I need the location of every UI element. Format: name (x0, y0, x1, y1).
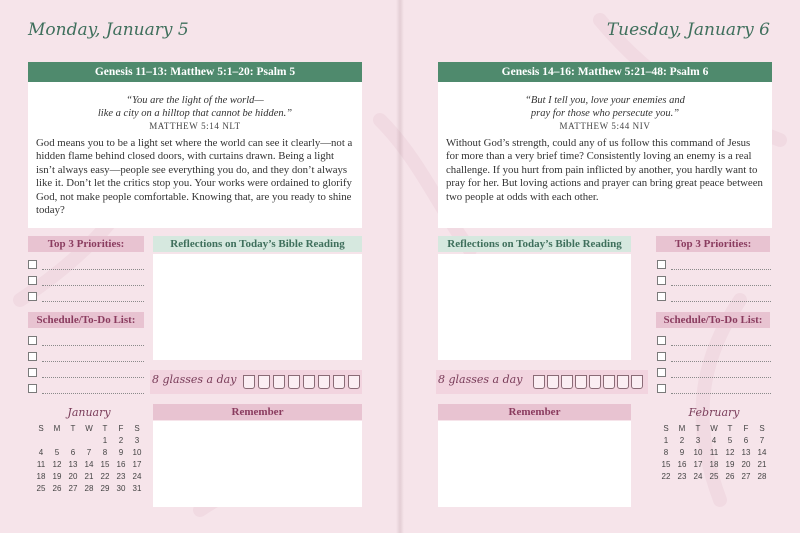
glass-icon[interactable] (273, 375, 285, 389)
checkbox[interactable] (28, 336, 37, 345)
todo-checkbox-row[interactable] (657, 335, 771, 347)
priorities-heading: Top 3 Priorities: (656, 236, 770, 252)
write-line (671, 301, 771, 302)
todo-checkbox-row[interactable] (28, 367, 144, 379)
page-date: Monday, January 5 (28, 20, 189, 40)
glass-icon[interactable] (561, 375, 573, 389)
calendar-day: 13 (68, 460, 78, 469)
calendar-day: 23 (116, 472, 126, 481)
calendar-weekday: M (53, 424, 61, 433)
write-line (671, 269, 771, 270)
schedule-heading: Schedule/To-Do List: (28, 312, 144, 328)
write-line (42, 361, 144, 362)
calendar-day (81, 435, 97, 446)
mini-calendar (658, 406, 770, 482)
todo-checkbox-row[interactable] (28, 383, 144, 395)
glass-icon[interactable] (603, 375, 615, 389)
calendar-weekday: T (102, 424, 108, 433)
calendar-weekday: S (759, 424, 765, 433)
calendar-day: 5 (727, 436, 733, 445)
glass-icon[interactable] (547, 375, 559, 389)
calendar-day: 21 (757, 460, 767, 469)
calendar-weekday: S (663, 424, 669, 433)
write-line (42, 269, 144, 270)
checkbox[interactable] (657, 336, 666, 345)
calendar-day: 29 (100, 484, 110, 493)
calendar-day: 15 (661, 460, 671, 469)
calendar-day: 5 (54, 448, 60, 457)
priority-checkbox-row[interactable] (28, 291, 144, 303)
calendar-day: 30 (116, 484, 126, 493)
page-date: Tuesday, January 6 (606, 20, 770, 40)
calendar-day: 10 (132, 448, 142, 457)
bible-reading-bar: Genesis 11–13: Matthew 5:1–20: Psalm 5 (28, 62, 362, 82)
calendar-day: 1 (663, 436, 669, 445)
checkbox[interactable] (28, 260, 37, 269)
calendar-day: 4 (711, 436, 717, 445)
calendar-day: 3 (134, 436, 140, 445)
bible-reading-bar: Genesis 14–16: Matthew 5:21–48: Psalm 6 (438, 62, 772, 82)
priority-checkbox-row[interactable] (28, 259, 144, 271)
write-line (671, 285, 771, 286)
write-line (42, 285, 144, 286)
right-page (400, 0, 800, 533)
checkbox[interactable] (28, 352, 37, 361)
checkbox[interactable] (28, 384, 37, 393)
calendar-day: 18 (709, 460, 719, 469)
calendar-day: 2 (679, 436, 685, 445)
calendar-day: 28 (757, 472, 767, 481)
schedule-heading: Schedule/To-Do List: (656, 312, 770, 328)
priority-checkbox-row[interactable] (657, 259, 771, 271)
calendar-day: 8 (663, 448, 669, 457)
calendar-day: 9 (679, 448, 685, 457)
checkbox[interactable] (657, 384, 666, 393)
glass-icon[interactable] (617, 375, 629, 389)
calendar-day: 7 (86, 448, 92, 457)
glass-icon[interactable] (318, 375, 330, 389)
checkbox[interactable] (28, 276, 37, 285)
verse-reference: MATTHEW 5:14 NLT (149, 121, 241, 131)
calendar-weekday: M (678, 424, 686, 433)
glass-icon[interactable] (589, 375, 601, 389)
calendar-weekday: W (710, 424, 718, 433)
calendar-day: 14 (84, 460, 94, 469)
todo-checkbox-row[interactable] (28, 335, 144, 347)
verse-quote (438, 94, 772, 120)
calendar-day: 4 (38, 448, 44, 457)
calendar-day: 17 (693, 460, 703, 469)
calendar-day: 6 (70, 448, 76, 457)
calendar-weekday: T (727, 424, 733, 433)
glass-icon[interactable] (303, 375, 315, 389)
reflections-heading: Reflections on Today’s Bible Reading (153, 236, 362, 252)
calendar-day: 31 (132, 484, 142, 493)
glass-icon[interactable] (258, 375, 270, 389)
remember-heading: Remember (153, 404, 362, 420)
calendar-day: 12 (725, 448, 735, 457)
calendar-day: 8 (102, 448, 108, 457)
calendar-month: January (67, 406, 111, 419)
calendar-day: 16 (116, 460, 126, 469)
calendar-weekday: T (695, 424, 701, 433)
devotion-text: God means you to be a light set where the world can see it clearly—not a hidden flame behind closed doors, with curtains drawn. Being a light isn’t always easy—people see everything you do, and they don’t always like it. Don’t let the critics stop you. Your works were ordained to glorify God, not make people comfortable. Knowing that, are you ready to shine today? (36, 137, 353, 217)
verse-line: “But I tell you, love your enemies and (525, 95, 685, 106)
verse-quote (28, 94, 362, 120)
calendar-day: 7 (759, 436, 765, 445)
calendar-day: 2 (118, 436, 124, 445)
glass-icon[interactable] (288, 375, 300, 389)
devotion-text: Without God’s strength, could any of us follow this command of Jesus for more than a very brief time? Consistently loving an enemy is a real challenge. If you hurt from pain inflicted by another, you hardly want to pray for her. But loving actions and prayer can bring great peace between two people at odds with each other. (446, 137, 763, 203)
todo-checkbox-row[interactable] (28, 351, 144, 363)
remember-heading: Remember (438, 404, 631, 420)
water-label: 8 glasses a day (152, 373, 237, 386)
reflections-writing-area[interactable] (438, 254, 631, 360)
write-line (42, 393, 144, 394)
calendar-day: 24 (132, 472, 142, 481)
calendar-day: 12 (52, 460, 62, 469)
calendar-day: 24 (693, 472, 703, 481)
checkbox[interactable] (28, 292, 37, 301)
calendar-weekday: F (743, 424, 749, 433)
water-tracker (436, 370, 648, 394)
calendar-day: 20 (68, 472, 78, 481)
calendar-day: 25 (709, 472, 719, 481)
calendar-month: February (688, 406, 740, 419)
calendar-day: 17 (132, 460, 142, 469)
calendar-day: 15 (100, 460, 110, 469)
write-line (671, 377, 771, 378)
reflections-writing-area[interactable] (153, 254, 362, 360)
calendar-day: 11 (36, 460, 46, 469)
calendar-day: 21 (84, 472, 94, 481)
calendar-day (33, 435, 49, 446)
calendar-day: 20 (741, 460, 751, 469)
write-line (671, 361, 771, 362)
calendar-grid (658, 423, 770, 482)
calendar-day (65, 435, 81, 446)
calendar-day: 9 (118, 448, 124, 457)
calendar-day (49, 435, 65, 446)
water-label: 8 glasses a day (438, 373, 523, 386)
verse-line: pray for those who persecute you.” (530, 108, 680, 119)
todo-checkbox-row[interactable] (657, 383, 771, 395)
checkbox[interactable] (657, 368, 666, 377)
calendar-weekday: T (70, 424, 76, 433)
checkbox[interactable] (657, 260, 666, 269)
calendar-day: 11 (709, 448, 719, 457)
mini-calendar (33, 406, 145, 494)
verse-line: “You are the light of the world— (126, 95, 264, 106)
write-line (42, 377, 144, 378)
calendar-weekday: F (118, 424, 124, 433)
glass-icon[interactable] (243, 375, 255, 389)
remember-writing-area[interactable] (153, 421, 362, 507)
glass-icon[interactable] (348, 375, 360, 389)
calendar-day: 19 (725, 460, 735, 469)
calendar-day: 13 (741, 448, 751, 457)
calendar-weekday: S (134, 424, 140, 433)
write-line (671, 345, 771, 346)
remember-writing-area[interactable] (438, 421, 631, 507)
todo-checkbox-row[interactable] (657, 351, 771, 363)
priority-checkbox-row[interactable] (657, 291, 771, 303)
priorities-heading: Top 3 Priorities: (28, 236, 144, 252)
calendar-day: 16 (677, 460, 687, 469)
calendar-day: 27 (741, 472, 751, 481)
calendar-day: 26 (52, 484, 62, 493)
calendar-day: 19 (52, 472, 62, 481)
glass-icon[interactable] (533, 375, 545, 389)
calendar-weekday: W (85, 424, 93, 433)
calendar-day: 23 (677, 472, 687, 481)
calendar-day: 22 (100, 472, 110, 481)
calendar-day: 6 (743, 436, 749, 445)
write-line (671, 393, 771, 394)
verse-reference: MATTHEW 5:44 NIV (559, 121, 651, 131)
checkbox[interactable] (28, 368, 37, 377)
checkbox[interactable] (657, 276, 666, 285)
priority-checkbox-row[interactable] (657, 275, 771, 287)
calendar-day: 28 (84, 484, 94, 493)
devotion-card (438, 62, 772, 228)
calendar-grid (33, 423, 145, 494)
glass-icon[interactable] (333, 375, 345, 389)
devotion-card (28, 62, 362, 228)
glass-icon[interactable] (631, 375, 643, 389)
calendar-day: 1 (102, 436, 108, 445)
priority-checkbox-row[interactable] (28, 275, 144, 287)
write-line (42, 301, 144, 302)
calendar-day: 25 (36, 484, 46, 493)
calendar-day: 27 (68, 484, 78, 493)
verse-line: like a city on a hilltop that cannot be hidden.” (97, 108, 293, 119)
checkbox[interactable] (657, 292, 666, 301)
calendar-day: 26 (725, 472, 735, 481)
calendar-day: 22 (661, 472, 671, 481)
glass-icon[interactable] (575, 375, 587, 389)
checkbox[interactable] (657, 352, 666, 361)
calendar-day: 14 (757, 448, 767, 457)
water-tracker (150, 370, 362, 394)
calendar-day: 18 (36, 472, 46, 481)
reflections-heading: Reflections on Today’s Bible Reading (438, 236, 631, 252)
calendar-day: 10 (693, 448, 703, 457)
todo-checkbox-row[interactable] (657, 367, 771, 379)
calendar-day: 3 (695, 436, 701, 445)
calendar-weekday: S (38, 424, 44, 433)
write-line (42, 345, 144, 346)
